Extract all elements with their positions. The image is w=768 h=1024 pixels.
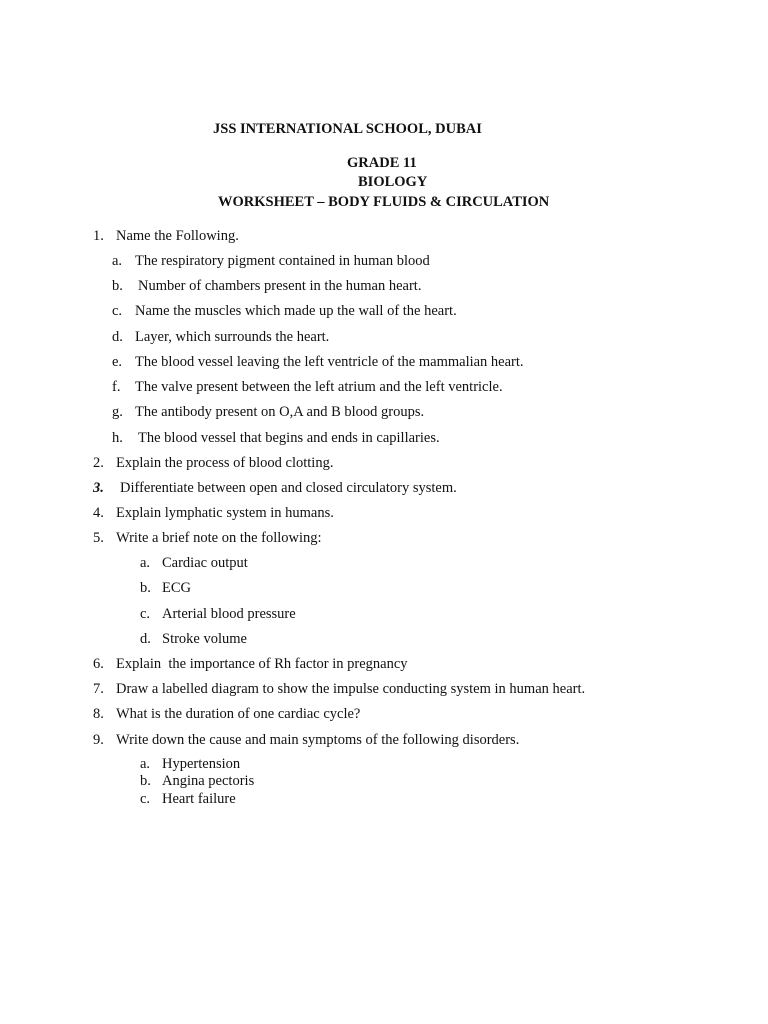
question-text: Name the Following. (116, 228, 239, 244)
sub-item-letter: a. (140, 756, 151, 772)
sub-item-letter: b. (112, 278, 123, 294)
sub-item-text: Arterial blood pressure (162, 606, 296, 622)
question-text: Write down the cause and main symptoms of the following disorders. (116, 732, 520, 748)
sub-item-letter: d. (140, 631, 151, 647)
question-number: 7. (93, 681, 104, 697)
question-number: 4. (93, 505, 104, 521)
question-number: 6. (93, 656, 104, 672)
question-text: Explain the importance of Rh factor in pregnancy (116, 656, 408, 672)
question-text: Write a brief note on the following: (116, 530, 322, 546)
question-text: What is the duration of one cardiac cycle? (116, 706, 361, 722)
school-name: JSS INTERNATIONAL SCHOOL, DUBAI (213, 121, 482, 137)
sub-item-text: The respiratory pigment contained in human blood (135, 253, 430, 269)
sub-item-text: The blood vessel that begins and ends in capillaries. (138, 430, 440, 446)
worksheet-title: WORKSHEET – BODY FLUIDS & CIRCULATION (218, 194, 550, 210)
question-number: 2. (93, 455, 104, 471)
sub-item-letter: c. (112, 303, 123, 319)
question-text: Explain lymphatic system in humans. (116, 505, 334, 521)
sub-item-letter: c. (140, 606, 151, 622)
sub-item-text: Cardiac output (162, 555, 248, 571)
question-text: Differentiate between open and closed circulatory system. (120, 480, 457, 496)
sub-item-text: The antibody present on O,A and B blood groups. (135, 404, 425, 420)
sub-item-letter: c. (140, 791, 151, 807)
question-number: 9. (93, 732, 104, 748)
sub-item-letter: f. (112, 379, 121, 395)
grade-heading: GRADE 11 (347, 155, 417, 171)
sub-item-text: Stroke volume (162, 631, 247, 647)
sub-item-text: ECG (162, 580, 191, 596)
sub-item-text: Name the muscles which made up the wall of the heart. (135, 303, 457, 319)
sub-item-letter: b. (140, 580, 151, 596)
question-text: Draw a labelled diagram to show the impulse conducting system in human heart. (116, 681, 586, 697)
sub-item-text: Hypertension (162, 756, 241, 772)
question-number: 3. (93, 480, 104, 496)
question-number: 5. (93, 530, 104, 546)
sub-item-text: Heart failure (162, 791, 236, 807)
sub-item-letter: d. (112, 329, 123, 345)
sub-item-letter: g. (112, 404, 123, 420)
sub-item-text: The blood vessel leaving the left ventricle of the mammalian heart. (135, 354, 524, 370)
question-number: 1. (93, 228, 104, 244)
sub-item-text: Number of chambers present in the human heart. (138, 278, 422, 294)
sub-item-letter: h. (112, 430, 123, 446)
sub-item-letter: b. (140, 773, 151, 789)
sub-item-text: Layer, which surrounds the heart. (135, 329, 330, 345)
question-text: Explain the process of blood clotting. (116, 455, 334, 471)
sub-item-text: The valve present between the left atrium and the left ventricle. (135, 379, 503, 395)
question-number: 8. (93, 706, 104, 722)
sub-item-letter: a. (112, 253, 123, 269)
sub-item-text: Angina pectoris (162, 773, 255, 789)
subject-heading: BIOLOGY (358, 174, 428, 190)
sub-item-letter: a. (140, 555, 151, 571)
sub-item-letter: e. (112, 354, 123, 370)
